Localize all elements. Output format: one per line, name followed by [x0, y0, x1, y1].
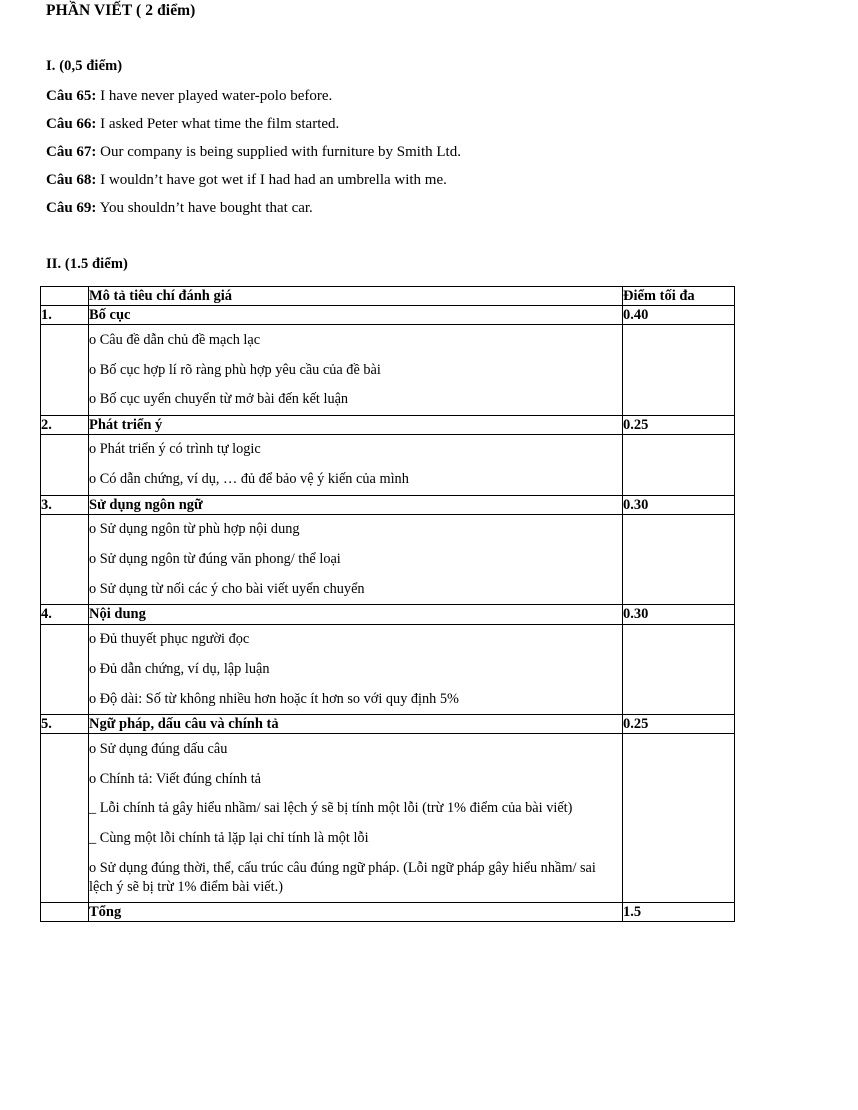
- criterion-title: Ngữ pháp, dấu câu và chính tả: [89, 715, 623, 734]
- criterion-score: 0.25: [623, 415, 735, 434]
- criterion-details: [89, 514, 623, 605]
- criterion-score-blank: [623, 734, 735, 903]
- total-label: Tổng: [89, 903, 623, 922]
- criterion-score-blank: [623, 434, 735, 495]
- table-row: [41, 624, 735, 715]
- header-description: Mô tả tiêu chí đánh giá: [89, 287, 623, 306]
- criterion-details: [89, 434, 623, 495]
- criterion-details: [89, 624, 623, 715]
- section-two-heading: II. (1.5 điểm): [46, 256, 128, 272]
- criterion-score: 0.30: [623, 495, 735, 514]
- criterion-number: 5.: [41, 715, 89, 734]
- detail-line: o Có dẫn chứng, ví dụ, … đủ để bảo vệ ý kiến của mình: [89, 471, 409, 488]
- table-header-row: [41, 287, 735, 306]
- total-number: [41, 903, 89, 922]
- question-text: You shouldn’t have bought that car.: [99, 200, 313, 216]
- table-row: [41, 415, 735, 434]
- detail-line: o Bố cục uyển chuyển từ mở bài đến kết luận: [89, 391, 349, 408]
- detail-line: o Đủ dẫn chứng, ví dụ, lập luận: [89, 660, 270, 677]
- criterion-score-blank: [623, 325, 735, 416]
- question-item: [46, 172, 447, 189]
- question-text: I asked Peter what time the film started.: [100, 116, 340, 132]
- question-label: Câu 67:: [46, 144, 97, 160]
- table-row: [41, 514, 735, 605]
- criterion-number-blank: [41, 624, 89, 715]
- criterion-details: [89, 325, 623, 416]
- criterion-score-blank: [623, 514, 735, 605]
- detail-line: o Bố cục hợp lí rõ ràng phù hợp yêu cầu của đề bài: [89, 361, 381, 378]
- criterion-score: 0.25: [623, 715, 735, 734]
- criterion-title: Nội dung: [89, 605, 623, 624]
- criterion-number: 4.: [41, 605, 89, 624]
- criterion-number-blank: [41, 325, 89, 416]
- detail-line: o Độ dài: Số từ không nhiều hơn hoặc ít hơn so với quy định 5%: [89, 690, 459, 707]
- table-row: [41, 434, 735, 495]
- detail-line: o Đủ thuyết phục người đọc: [89, 631, 250, 647]
- question-item: [46, 200, 313, 217]
- detail-line: o Sử dụng đúng dấu câu: [89, 740, 228, 757]
- criterion-details: [89, 734, 623, 903]
- criterion-title: Phát triển ý: [89, 415, 623, 434]
- table-row: [41, 734, 735, 903]
- total-score: 1.5: [623, 903, 735, 922]
- table-total-row: [41, 903, 735, 922]
- question-item: [46, 144, 461, 161]
- detail-line: _ Cùng một lỗi chính tả lặp lại chỉ tính là một lỗi: [89, 830, 369, 847]
- detail-line: o Sử dụng đúng thời, thể, cấu trúc câu đúng ngữ pháp. (Lỗi ngữ pháp gây hiểu nhầm/ sai lệch ý sẽ bị trừ 1% điểm bài viết.): [89, 860, 596, 895]
- question-label: Câu 69:: [46, 200, 97, 216]
- detail-line: _ Lỗi chính tả gây hiểu nhầm/ sai lệch ý sẽ bị tính một lỗi (trừ 1% điểm của bài viết): [89, 800, 573, 817]
- question-item: [46, 116, 339, 133]
- question-item: [46, 88, 332, 105]
- criterion-score-blank: [623, 624, 735, 715]
- table-row: [41, 715, 735, 734]
- detail-line: o Sử dụng ngôn từ phù hợp nội dung: [89, 521, 300, 538]
- detail-line: o Sử dụng ngôn từ đúng văn phong/ thể loại: [89, 551, 341, 568]
- question-label: Câu 68:: [46, 172, 97, 188]
- criterion-number: 1.: [41, 306, 89, 325]
- criterion-score: 0.30: [623, 605, 735, 624]
- criterion-number: 3.: [41, 495, 89, 514]
- question-text: I have never played water-polo before.: [100, 88, 333, 104]
- question-label: Câu 66:: [46, 116, 97, 132]
- detail-line: o Phát triển ý có trình tự logic: [89, 441, 261, 458]
- table-row: [41, 495, 735, 514]
- detail-line: o Sử dụng từ nối các ý cho bài viết uyển chuyển: [89, 581, 365, 598]
- header-number: [41, 287, 89, 306]
- header-score: Điểm tối đa: [623, 287, 735, 306]
- detail-line: o Câu đề dẫn chủ đề mạch lạc: [89, 331, 261, 348]
- detail-line: o Chính tả: Viết đúng chính tả: [89, 770, 262, 787]
- section-one-heading: I. (0,5 điểm): [46, 58, 123, 74]
- criterion-number: 2.: [41, 415, 89, 434]
- table-row: [41, 306, 735, 325]
- question-text: I wouldn’t have got wet if I had had an umbrella with me.: [100, 172, 447, 188]
- criteria-table: [40, 286, 735, 922]
- criterion-score: 0.40: [623, 306, 735, 325]
- table-row: [41, 605, 735, 624]
- page-title: PHẦN VIẾT ( 2 điểm): [46, 2, 196, 19]
- table-row: [41, 325, 735, 416]
- criterion-title: Sử dụng ngôn ngữ: [89, 495, 623, 514]
- criterion-number-blank: [41, 514, 89, 605]
- question-label: Câu 65:: [46, 88, 97, 104]
- criterion-number-blank: [41, 734, 89, 903]
- question-text: Our company is being supplied with furniture by Smith Ltd.: [100, 144, 461, 160]
- criterion-title: Bố cục: [89, 306, 623, 325]
- criterion-number-blank: [41, 434, 89, 495]
